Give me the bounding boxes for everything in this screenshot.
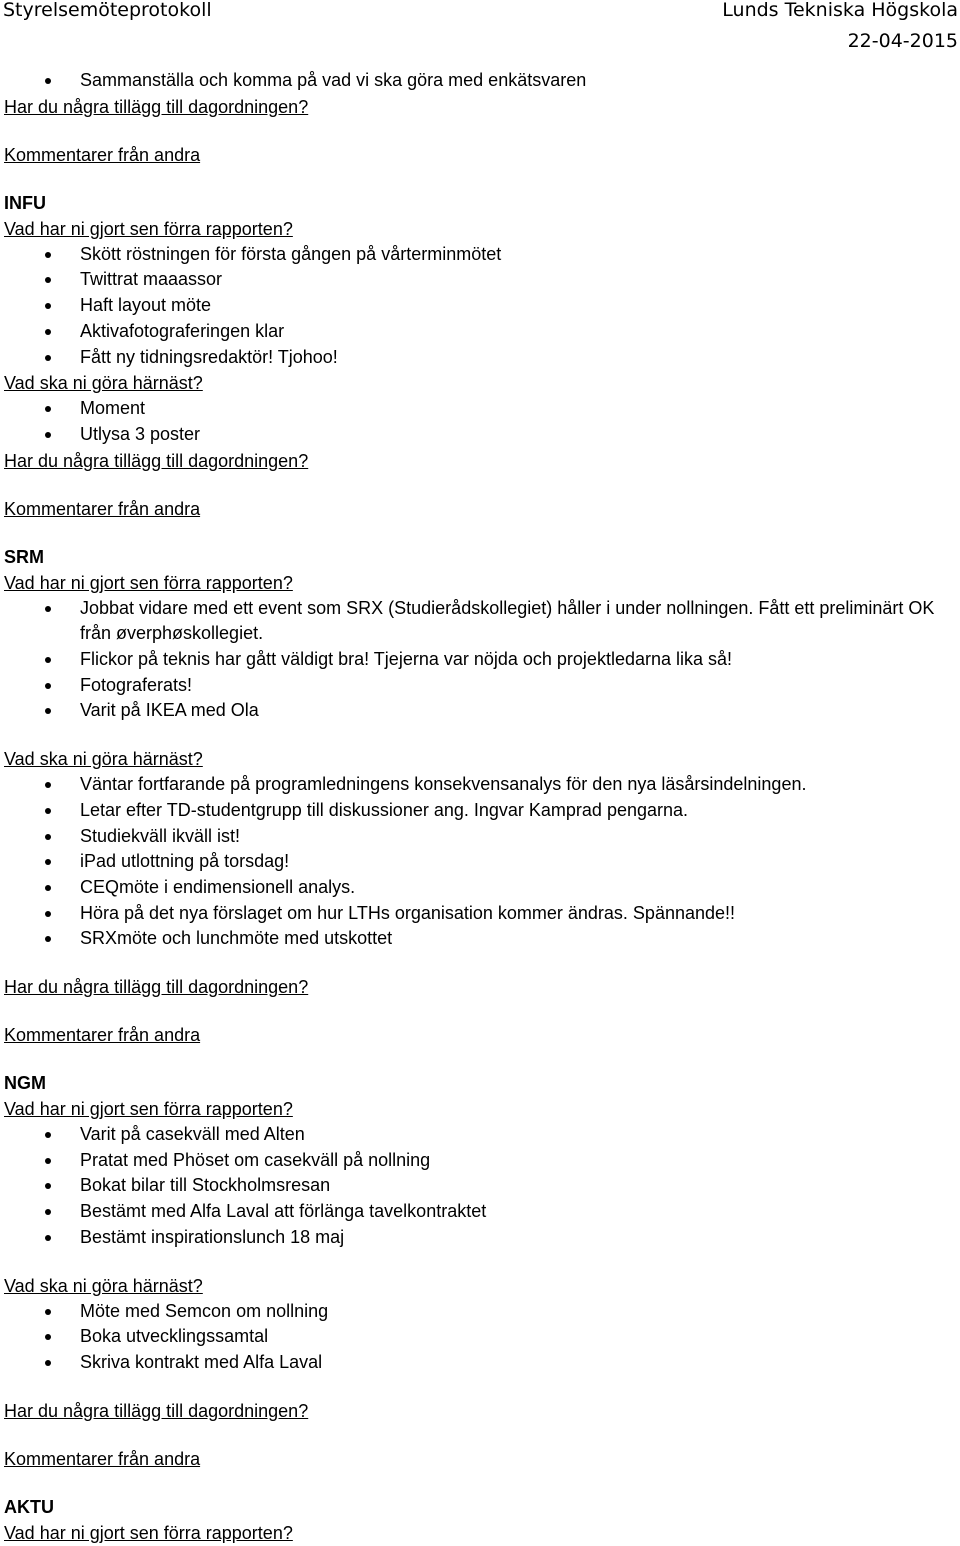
bullet-icon [45, 1209, 51, 1215]
spacer [0, 952, 960, 974]
bullet-icon [45, 1158, 51, 1164]
question-heading: Vad ska ni göra härnäst? [4, 1275, 203, 1296]
section-heading: AKTU [4, 1496, 54, 1517]
list-item [0, 319, 960, 345]
question-heading: Har du några tillägg till dagordningen? [4, 450, 309, 471]
list-item [0, 772, 960, 798]
document-title: Styrelsemöteprotokoll [3, 0, 212, 21]
bullet-icon [45, 1132, 51, 1138]
list-item-text: Pratat med Phöset om casekväll på nollning [80, 1149, 431, 1170]
list-item-text: Bestämt inspirationslunch 18 maj [80, 1226, 345, 1247]
question-heading: Kommentarer från andra [4, 144, 201, 165]
page-header [0, 0, 960, 56]
list-item-text: Bokat bilar till Stockholmsresan [80, 1175, 331, 1196]
bullet-list [0, 1299, 960, 1376]
question-heading: Kommentarer från andra [4, 498, 201, 519]
bullet-icon [45, 252, 51, 258]
list-item-text: iPad utlottning på torsdag! [80, 851, 290, 872]
document-body [0, 68, 960, 1546]
question-heading: Kommentarer från andra [4, 1025, 201, 1046]
spacer [0, 724, 960, 746]
bullet-list [0, 68, 960, 94]
list-item [0, 1225, 960, 1251]
bullet-icon [45, 432, 51, 438]
list-item-text: Moment [80, 398, 146, 419]
bullet-icon [45, 1235, 51, 1241]
spacer [0, 1000, 960, 1022]
question-heading: Kommentarer från andra [4, 1448, 201, 1469]
bullet-icon [45, 303, 51, 309]
bullet-icon [45, 606, 51, 612]
bullet-list [0, 242, 960, 371]
spacer [0, 1048, 960, 1070]
list-item-text: Bestämt med Alfa Laval att förlänga tavelkontraktet [80, 1201, 487, 1222]
question-heading: Har du några tillägg till dagordningen? [4, 977, 309, 998]
list-item [0, 345, 960, 371]
bullet-icon [45, 1334, 51, 1340]
list-item-text: Varit på casekväll med Alten [80, 1124, 305, 1145]
bullet-icon [45, 355, 51, 361]
bullet-icon [45, 1360, 51, 1366]
bullet-icon [45, 782, 51, 788]
spacer [0, 1376, 960, 1398]
list-item-text: Flickor på teknis har gått väldigt bra! Tjejerna var nöjda och projektledarna lika så! [80, 649, 733, 670]
list-item [0, 1122, 960, 1148]
list-item-text: Väntar fortfarande på programledningens konsekvensanalys för den nya läsårsindelningen. [80, 774, 807, 795]
question-heading: Vad ska ni göra härnäst? [4, 749, 203, 770]
list-item-text: Letar efter TD-studentgrupp till diskussioner ang. Ingvar Kamprad pengarna. [80, 799, 689, 820]
organization-name: Lunds Tekniska Högskola [722, 0, 958, 21]
list-item-text: Sammanställa och komma på vad vi ska göra med enkätsvaren [80, 70, 587, 90]
list-item-text: Twittrat maaassor [80, 269, 223, 290]
question-heading: Vad har ni gjort sen förra rapporten? [4, 1522, 293, 1543]
list-item-text: CEQmöte i endimensionell analys. [80, 876, 356, 897]
bullet-icon [45, 808, 51, 814]
list-item-text: Boka utvecklingssamtal [80, 1326, 269, 1347]
bullet-icon [45, 936, 51, 942]
list-item [0, 875, 960, 901]
bullet-icon [45, 1309, 51, 1315]
spacer [0, 1251, 960, 1273]
list-item [0, 68, 960, 94]
list-item-text: Fotograferats! [80, 674, 193, 695]
list-item [0, 293, 960, 319]
list-item [0, 596, 960, 647]
list-item [0, 647, 960, 673]
bullet-list [0, 772, 960, 952]
list-item [0, 1324, 960, 1350]
bullet-list [0, 396, 960, 447]
list-item [0, 698, 960, 724]
bullet-icon [45, 277, 51, 283]
list-item [0, 901, 960, 927]
list-item-text: Fått ny tidningsredaktör! Tjohoo! [80, 346, 338, 367]
list-item-text: Jobbat vidare med ett event som SRX (Studierådskollegiet) håller i under nollningen. Fått ett preliminärt OK från øverphøskollegiet. [80, 597, 935, 644]
bullet-icon [45, 834, 51, 840]
list-item [0, 396, 960, 422]
bullet-icon [45, 708, 51, 714]
list-item-text: Höra på det nya förslaget om hur LTHs organisation kommer ändras. Spännande!! [80, 902, 736, 923]
list-item [0, 242, 960, 268]
bullet-icon [45, 1183, 51, 1189]
list-item [0, 1148, 960, 1174]
spacer [0, 120, 960, 142]
list-item-text: Skriva kontrakt med Alfa Laval [80, 1351, 323, 1372]
spacer [0, 1424, 960, 1446]
question-heading: Vad ska ni göra härnäst? [4, 373, 203, 394]
list-item [0, 798, 960, 824]
list-item [0, 1299, 960, 1325]
question-heading: Vad har ni gjort sen förra rapporten? [4, 218, 293, 239]
question-heading: Vad har ni gjort sen förra rapporten? [4, 572, 293, 593]
bullet-list [0, 596, 960, 725]
spacer [0, 474, 960, 496]
list-item [0, 1350, 960, 1376]
bullet-icon [45, 329, 51, 335]
bullet-list [0, 1122, 960, 1251]
list-item [0, 422, 960, 448]
spacer [0, 1472, 960, 1494]
list-item-text: Utlysa 3 poster [80, 423, 201, 444]
list-item-text: Möte med Semcon om nollning [80, 1300, 329, 1321]
section-heading: INFU [4, 192, 46, 213]
question-heading: Har du några tillägg till dagordningen? [4, 96, 309, 117]
bullet-icon [45, 657, 51, 663]
list-item [0, 824, 960, 850]
bullet-icon [45, 683, 51, 689]
list-item [0, 267, 960, 293]
spacer [0, 168, 960, 190]
question-heading: Vad har ni gjort sen förra rapporten? [4, 1099, 293, 1120]
list-item-text: SRXmöte och lunchmöte med utskottet [80, 928, 393, 949]
question-heading: Har du några tillägg till dagordningen? [4, 1400, 309, 1421]
bullet-icon [45, 78, 51, 84]
list-item [0, 1199, 960, 1225]
bullet-icon [45, 911, 51, 917]
bullet-icon [45, 859, 51, 865]
list-item [0, 1173, 960, 1199]
list-item-text: Haft layout möte [80, 295, 212, 316]
list-item-text: Aktivafotograferingen klar [80, 320, 285, 341]
list-item-text: Skött röstningen för första gången på vårterminmötet [80, 243, 502, 264]
section-heading: SRM [4, 546, 44, 567]
bullet-icon [45, 406, 51, 412]
bullet-icon [45, 885, 51, 891]
spacer [0, 522, 960, 544]
list-item [0, 673, 960, 699]
list-item [0, 926, 960, 952]
list-item-text: Studiekväll ikväll ist! [80, 825, 241, 846]
list-item [0, 849, 960, 875]
document-date: 22-04-2015 [847, 30, 958, 52]
list-item-text: Varit på IKEA med Ola [80, 700, 259, 721]
section-heading: NGM [4, 1073, 46, 1094]
